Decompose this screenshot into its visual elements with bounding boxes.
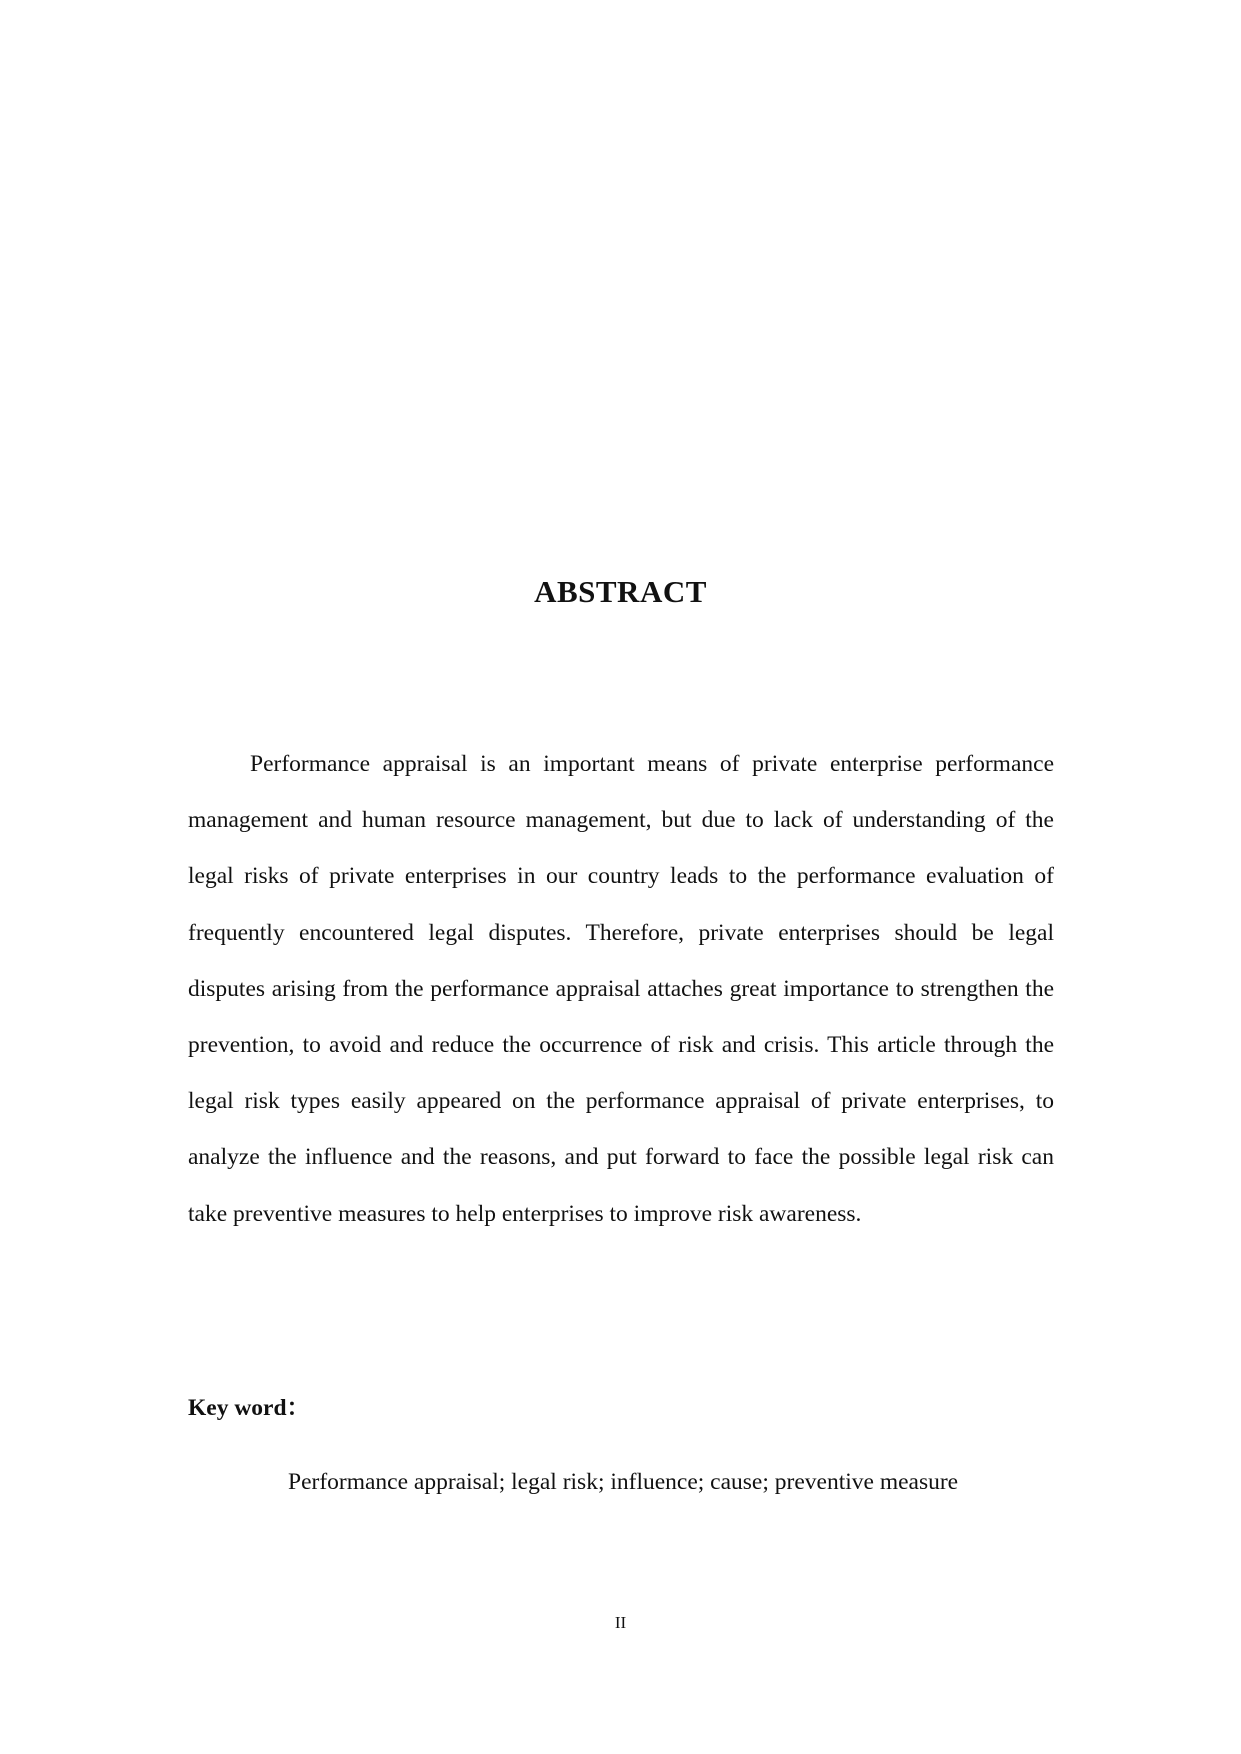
- abstract-paragraph: Performance appraisal is an important means of private enterprise performance management and human resource management, but due to lack of understanding of the legal risks of private enterprises in our country leads to the performance evaluation of frequently encountered legal disputes. Therefore, private enterprises should be legal disputes arising from the performance appraisal attaches great importance to strengthen the prevention, to avoid and reduce the occurrence of risk and crisis. This article through the legal risk types easily appeared on the performance appraisal of private enterprises, to analyze the influence and the reasons, and put forward to face the possible legal risk can take preventive measures to help enterprises to improve risk awareness.: [188, 751, 1054, 1227]
- page-number: II: [614, 1613, 627, 1632]
- abstract-title: ABSTRACT: [534, 574, 707, 609]
- keyword-list: Performance appraisal; legal risk; influence; cause; preventive measure: [288, 1469, 959, 1495]
- keyword-label: Key word：: [188, 1395, 311, 1421]
